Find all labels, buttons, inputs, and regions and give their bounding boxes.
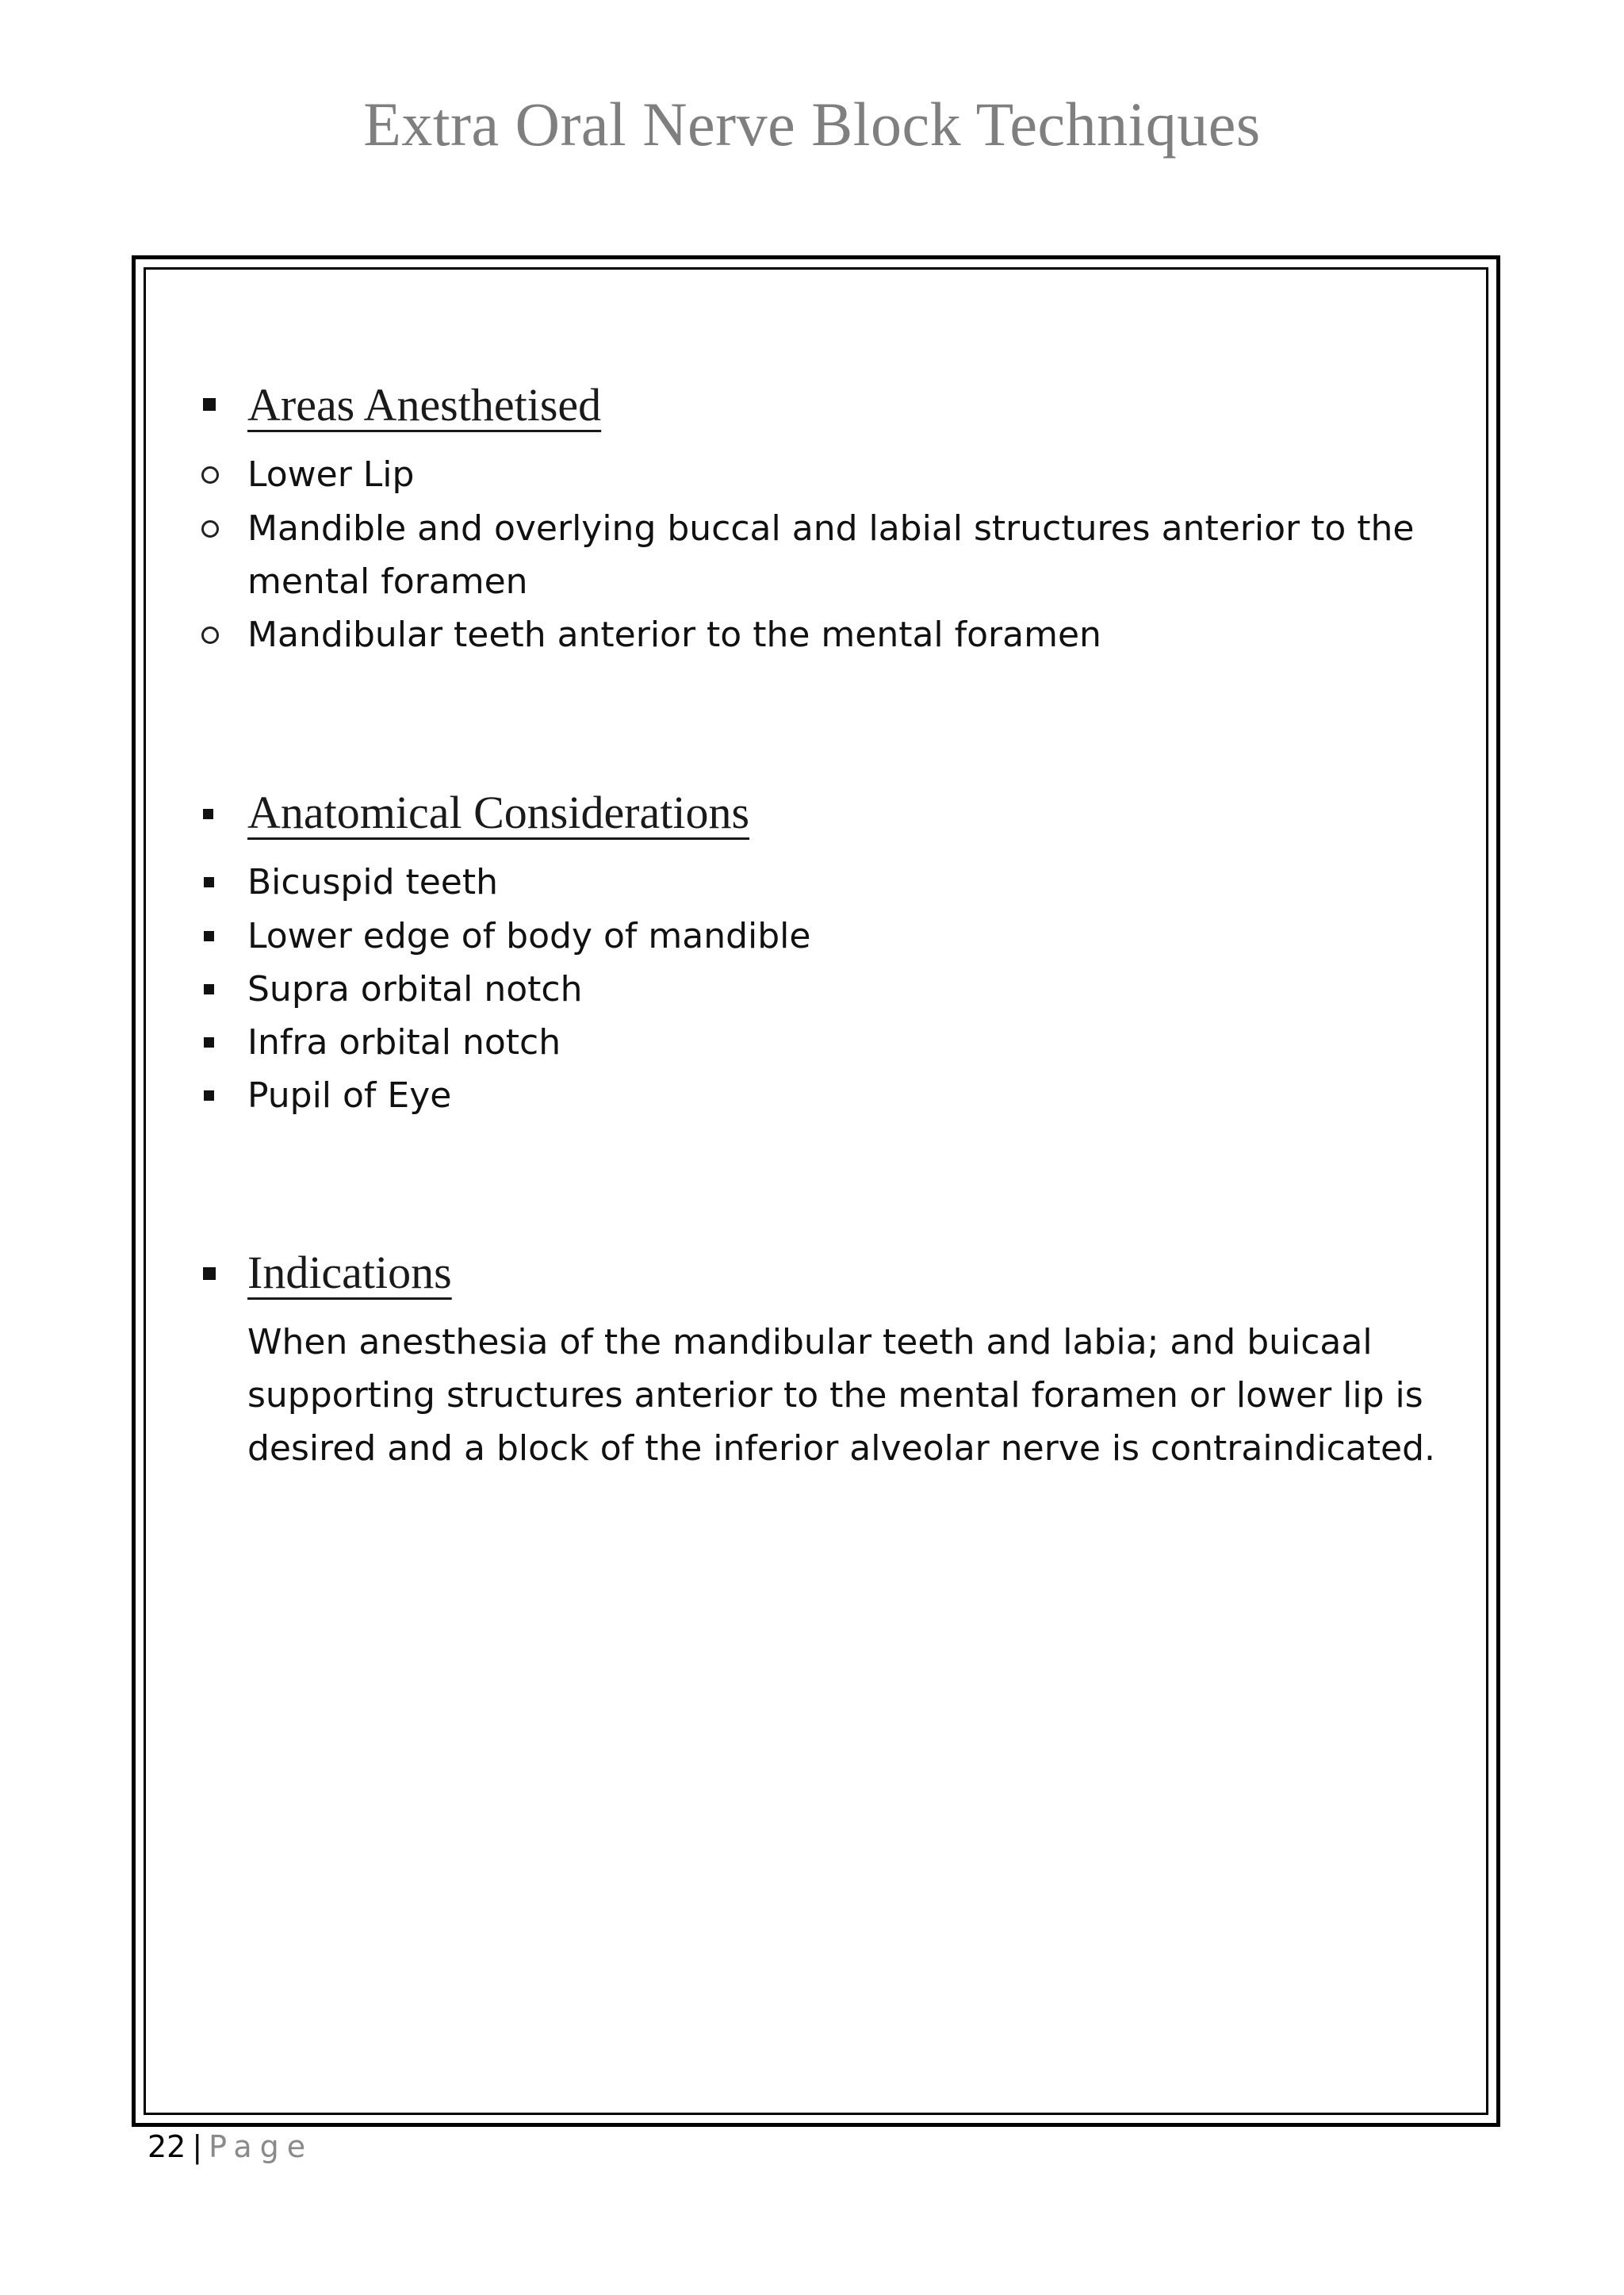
list-item-text: Lower Lip [247, 454, 415, 495]
list-item [0, 1070, 1624, 1117]
page-number: 22 [147, 2129, 186, 2164]
square-bullet-icon [204, 1090, 214, 1101]
square-bullet-icon [204, 931, 214, 941]
list-item-text: Bicuspid teeth [247, 862, 499, 902]
list-item [0, 1017, 1624, 1064]
footer-separator: | [192, 2129, 203, 2164]
indications-text-line: supporting structures anterior to the mental foramen or lower lip is [247, 1375, 1423, 1416]
anatomical-heading-row [0, 787, 1624, 853]
square-bullet-icon [203, 809, 213, 819]
square-bullet-icon [203, 1267, 216, 1280]
list-item [0, 964, 1624, 1011]
page-title: Extra Oral Nerve Block Techniques [363, 90, 1261, 159]
list-item-continuation [0, 556, 1624, 603]
list-item [0, 856, 1624, 904]
circle-bullet-icon [201, 626, 219, 644]
indications-heading-row [0, 1247, 1624, 1313]
indications-heading: Indications [247, 1247, 452, 1298]
list-item-text: Mandible and overlying buccal and labial structures anterior to the [247, 508, 1415, 549]
list-item-text: Infra orbital notch [247, 1022, 561, 1063]
list-item [0, 910, 1624, 958]
square-bullet-icon [204, 1037, 214, 1048]
areas-heading-row [0, 379, 1624, 446]
anatomical-heading: Anatomical Considerations [247, 787, 750, 838]
list-item-text: Supra orbital notch [247, 969, 583, 1010]
circle-bullet-icon [201, 520, 219, 538]
list-item-text: mental foramen [247, 561, 528, 602]
circle-bullet-icon [201, 466, 219, 484]
list-item [0, 503, 1624, 550]
square-bullet-icon [204, 877, 214, 887]
list-item-text: Lower edge of body of mandible [247, 916, 811, 956]
list-item [0, 449, 1624, 496]
list-item [0, 609, 1624, 657]
indications-text-line: When anesthesia of the mandibular teeth and labia; and buicaal [247, 1322, 1373, 1362]
page-label: Page [209, 2129, 314, 2164]
list-item-text: Pupil of Eye [247, 1075, 452, 1116]
page-footer [147, 2129, 314, 2164]
areas-heading: Areas Anesthetised [247, 379, 602, 431]
indications-text-line: desired and a block of the inferior alveolar nerve is contraindicated. [247, 1428, 1435, 1469]
square-bullet-icon [204, 984, 214, 994]
list-item-text: Mandibular teeth anterior to the mental foramen [247, 615, 1101, 655]
square-bullet-icon [203, 398, 216, 411]
